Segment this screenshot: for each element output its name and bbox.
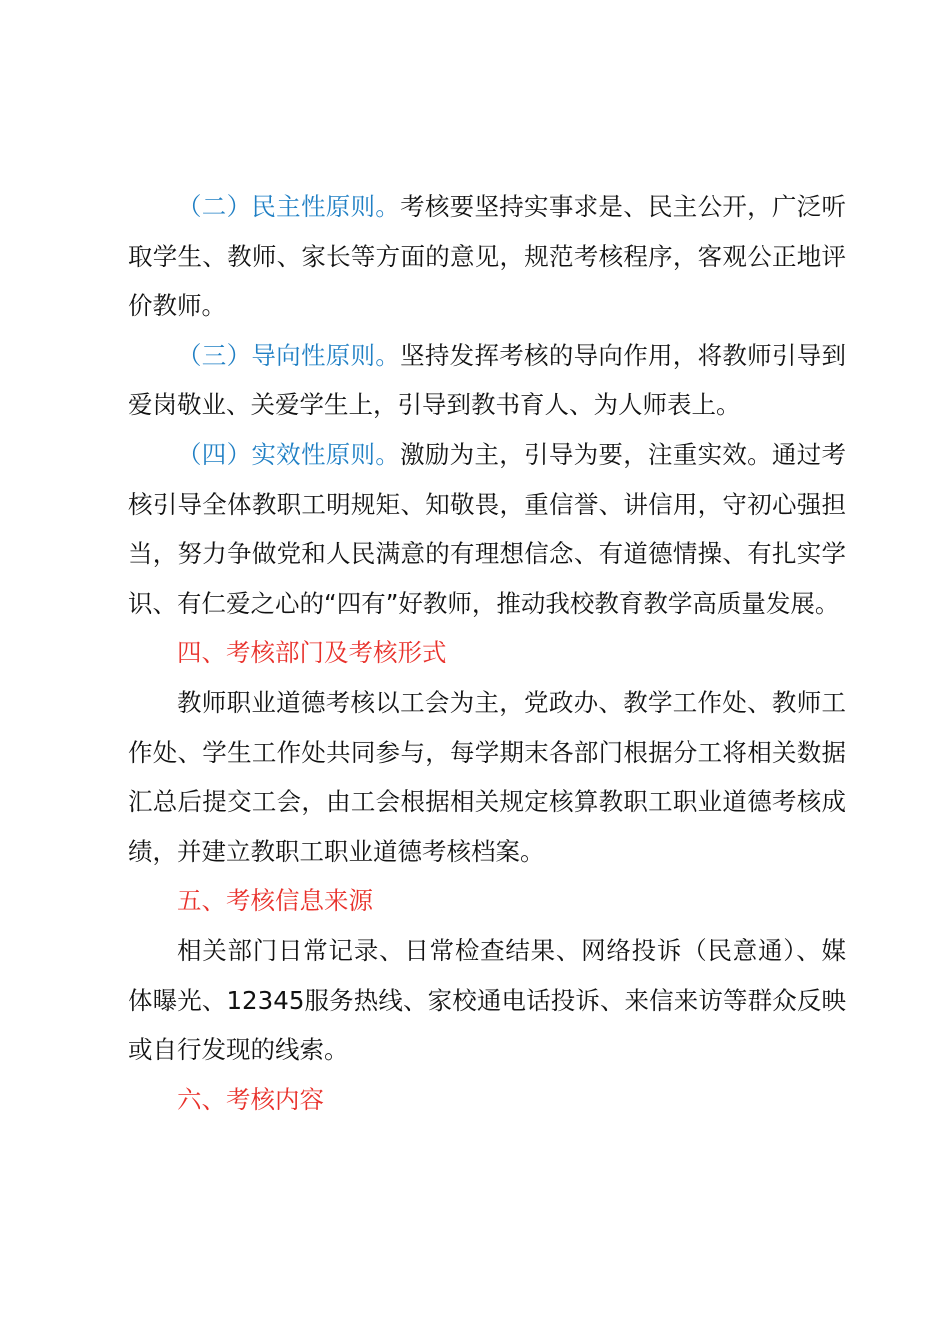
section-heading-content: 六、考核内容: [177, 1084, 324, 1114]
paragraph-text: 考核要坚持实事求是、民主公开，广泛听取学生、教师、家长等方面的意见，规范考核程序，客观公正地评价教师。: [128, 192, 847, 321]
paragraph-departments: 教师职业道德考核以工会为主，党政办、教学工作处、教师工作处、学生工作处共同参与，每学期末各部门根据分工将相关数据汇总后提交工会，由工会根据相关规定核算教职工职业道德考核成绩，并建立教职工职业道德考核档案。: [128, 687, 846, 866]
paragraph-info-sources: 相关部门日常记录、日常检查结果、网络投诉（民意通）、媒体曝光、12345服务热线、家校通电话投诉、来信来访等群众反映或自行发现的线索。: [128, 935, 846, 1065]
paragraph-text: 激励为主，引导为要，注重实效。通过考核引导全体教职工明规矩、知敬畏，重信誉、讲信用，守初心强担当，努力争做党和人民满意的有理想信念、有道德情操、有扎实学识、有仁爱之心的“四有”好教师，推动我校教育教学高质量发展。: [128, 439, 847, 618]
paragraph-label: （二）民主性原则。: [177, 192, 401, 221]
paragraph-label: （四）实效性原则。: [177, 439, 401, 469]
document-page: [128, 182, 846, 1124]
paragraph-guidance-principle: [128, 331, 846, 430]
section-heading-departments: 四、考核部门及考核形式: [177, 638, 447, 668]
paragraph-label: （三）导向性原则。: [177, 340, 401, 370]
paragraph-text: 坚持发挥考核的导向作用，将教师引导到爱岗敬业、关爱学生上，引导到教书育人、为人师表上。: [128, 340, 847, 420]
paragraph-effectiveness-principle: [128, 430, 846, 628]
paragraph-democratic-principle: [128, 182, 846, 331]
section-heading-info-sources: 五、考核信息来源: [177, 886, 373, 916]
